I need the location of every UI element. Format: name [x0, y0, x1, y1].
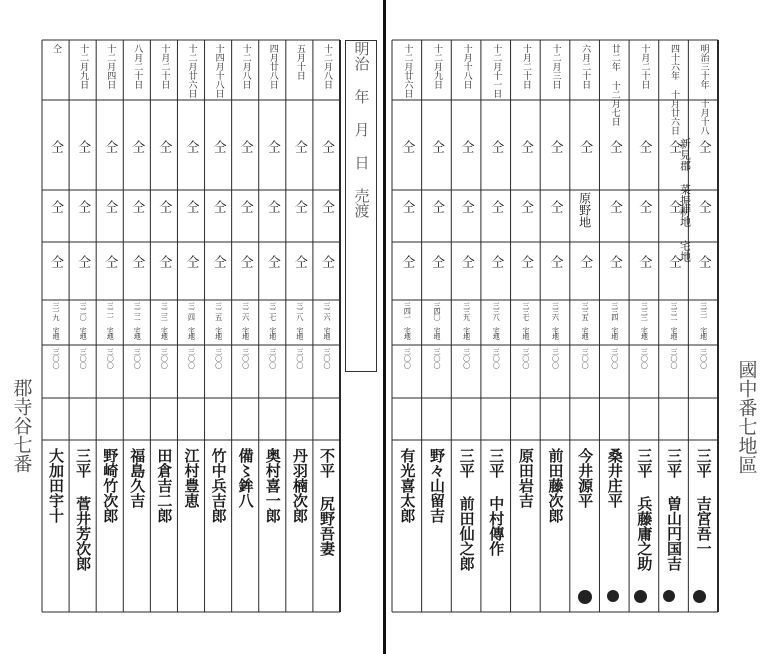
- left-mark-cell: 仝: [183, 200, 199, 213]
- right-area-cell: 三〇〇: [670, 348, 679, 369]
- right-land-cell: 三三八 宅地: [492, 302, 501, 339]
- left-mark-cell: 仝: [183, 255, 199, 268]
- left-date-cell: 十二月八日: [240, 44, 251, 89]
- left-mark-cell: 仝: [318, 200, 334, 213]
- left-mark-cell: 仝: [75, 255, 91, 268]
- right-mark-cell: 仝: [517, 200, 533, 213]
- right-owner-name: 三平 中村傳作: [487, 448, 506, 556]
- left-owner-name: 大加田宇十: [47, 448, 66, 523]
- left-owner-name: 備〻鉾八: [236, 448, 255, 508]
- left-mark-cell: 仝: [156, 255, 172, 268]
- right-mark-cell: 仝: [488, 140, 504, 153]
- left-mark-cell: 仝: [237, 140, 253, 153]
- left-mark-cell: 仝: [291, 200, 307, 213]
- left-mark-cell: 仝: [129, 255, 145, 268]
- left-owner-name: 三平 菅井芳次郎: [74, 448, 93, 571]
- left-area-cell: 三〇〇: [268, 348, 277, 369]
- right-mark-cell: 仝: [577, 255, 593, 268]
- left-land-cell: 三二八 宅地: [295, 302, 304, 339]
- right-mark-cell: 仝: [606, 140, 622, 153]
- right-land-cell: 三三二 宅地: [670, 302, 679, 339]
- right-date-cell: 十二月九日: [431, 44, 442, 89]
- right-land-cell: 三三六 宅地: [551, 302, 560, 339]
- right-land-cell: 三三三 宅地: [640, 302, 649, 339]
- left-annotation: 明治 年 月 日 売渡: [345, 40, 377, 372]
- right-mark-cell: 仝: [428, 255, 444, 268]
- right-mark-cell: 仝: [428, 140, 444, 153]
- right-owner-name: 桑井庄平: [605, 448, 624, 508]
- right-area-cell: 三〇〇: [492, 348, 501, 369]
- left-side-title: 郡寺谷七番: [10, 378, 33, 473]
- right-mark-cell: 仝: [517, 140, 533, 153]
- left-date-cell: 十二月四日: [105, 44, 116, 89]
- right-area-cell: 三〇〇: [521, 348, 530, 369]
- right-extra-cell: 原野地: [577, 192, 592, 228]
- right-mark-cell: 仝: [666, 255, 682, 268]
- left-mark-cell: 仝: [210, 255, 226, 268]
- right-mark-cell: 仝: [636, 200, 652, 213]
- left-date-cell: 十二月八日: [321, 44, 332, 89]
- left-mark-cell: 仝: [237, 200, 253, 213]
- left-mark-cell: 仝: [102, 200, 118, 213]
- left-mark-cell: 仝: [237, 255, 253, 268]
- right-mark-cell: 仝: [695, 200, 711, 213]
- left-owner-name: 丹羽楠次郎: [290, 448, 309, 523]
- left-area-cell: 三〇〇: [241, 348, 250, 369]
- left-area-cell: 三〇〇: [187, 348, 196, 369]
- right-mark-cell: 仝: [547, 140, 563, 153]
- seal-stamp: [663, 590, 675, 602]
- right-area-cell: 三〇〇: [462, 348, 471, 369]
- left-mark-cell: 仝: [48, 255, 64, 268]
- right-mark-cell: 仝: [399, 140, 415, 153]
- right-mark-cell: 仝: [666, 200, 682, 213]
- right-area-cell: 三〇〇: [551, 348, 560, 369]
- right-land-cell: 三三四 宅地: [610, 302, 619, 339]
- right-owner-name: 三平 吉宮吾一: [694, 448, 713, 556]
- right-land-cell: 三三五 宅地: [581, 302, 590, 339]
- seal-stamp: [578, 590, 592, 604]
- right-mark-cell: 仝: [695, 140, 711, 153]
- left-mark-cell: 仝: [75, 200, 91, 213]
- right-mark-cell: 仝: [458, 255, 474, 268]
- right-owner-name: 有光喜太郎: [398, 448, 417, 523]
- left-mark-cell: 仝: [48, 140, 64, 153]
- right-mark-cell: 仝: [458, 140, 474, 153]
- left-land-cell: 三二二 宅地: [133, 302, 142, 339]
- right-mark-cell: 仝: [399, 255, 415, 268]
- right-date-cell: 十二月十一日: [491, 44, 502, 98]
- left-mark-cell: 仝: [75, 140, 91, 153]
- left-mark-cell: 仝: [48, 200, 64, 213]
- right-mark-cell: 仝: [577, 140, 593, 153]
- left-area-cell: 三〇〇: [106, 348, 115, 369]
- right-owner-name: 今井源平: [576, 448, 595, 508]
- right-mark-cell: 仝: [606, 200, 622, 213]
- right-header-land-type: 耕地 宅地: [678, 205, 692, 262]
- right-side-title: 國中番七地區: [735, 360, 758, 474]
- left-mark-cell: 仝: [318, 140, 334, 153]
- left-area-cell: 三〇〇: [214, 348, 223, 369]
- right-owner-name: 前田藤次郎: [546, 448, 565, 523]
- right-date-cell: 十二月廿六日: [402, 44, 413, 98]
- left-land-cell: 三二三 宅地: [160, 302, 169, 339]
- left-mark-cell: 仝: [129, 140, 145, 153]
- left-mark-cell: 仝: [102, 140, 118, 153]
- left-owner-name: 野崎竹次郎: [101, 448, 120, 523]
- left-area-cell: 三〇〇: [52, 348, 61, 369]
- seal-stamp: [607, 590, 619, 602]
- left-land-cell: 三二六 宅地: [322, 302, 331, 339]
- left-mark-cell: 仝: [156, 140, 172, 153]
- left-mark-cell: 仝: [183, 140, 199, 153]
- book-spine: [383, 0, 386, 654]
- right-mark-cell: 仝: [636, 255, 652, 268]
- left-mark-cell: 仝: [291, 140, 307, 153]
- left-owner-name: 竹中兵吉郎: [209, 448, 228, 523]
- right-date-cell: 十月十八日: [461, 44, 472, 89]
- right-date-cell: 十二月三日: [550, 44, 561, 89]
- left-owner-name: 福島久吉: [128, 448, 147, 508]
- left-mark-cell: 仝: [318, 255, 334, 268]
- left-date-cell: 十月二十日: [159, 44, 170, 89]
- left-owner-name: 不平 尻野吾妻: [317, 448, 336, 556]
- right-mark-cell: 仝: [695, 255, 711, 268]
- right-owner-name: 三平 兵藤庸之助: [635, 448, 654, 571]
- left-mark-cell: 仝: [264, 140, 280, 153]
- right-date-cell: 廿二年 十二月七日: [609, 44, 620, 126]
- right-area-cell: 三〇〇: [403, 348, 412, 369]
- left-land-cell: 三二一 宅地: [106, 302, 115, 339]
- right-mark-cell: 仝: [428, 200, 444, 213]
- left-area-cell: 三〇〇: [295, 348, 304, 369]
- left-owner-name: 奥村喜一郎: [263, 448, 282, 523]
- right-mark-cell: 仝: [399, 200, 415, 213]
- right-mark-cell: 仝: [458, 200, 474, 213]
- seal-stamp: [693, 590, 706, 603]
- right-mark-cell: 仝: [606, 255, 622, 268]
- right-land-cell: 三三一 宅地: [699, 302, 708, 339]
- right-land-cell: 三四〇 宅地: [432, 302, 441, 339]
- right-date-cell: 六月二十日: [580, 44, 591, 89]
- right-date-cell: 四十六年 十月廿六日: [669, 44, 680, 135]
- left-area-cell: 三〇〇: [160, 348, 169, 369]
- left-date-cell: 十四月十八日: [213, 44, 224, 98]
- left-date-cell: 十二月廿六日: [186, 44, 197, 98]
- left-owner-name: 田倉吉二郎: [155, 448, 174, 523]
- right-mark-cell: 仝: [517, 255, 533, 268]
- right-mark-cell: 仝: [636, 140, 652, 153]
- left-mark-cell: 仝: [210, 140, 226, 153]
- right-owner-name: 三平 曽山円国吉: [665, 448, 684, 571]
- left-land-cell: 三二五 宅地: [214, 302, 223, 339]
- left-land-cell: 三二〇 宅地: [79, 302, 88, 339]
- left-date-cell: 八月二十日: [132, 44, 143, 89]
- left-mark-cell: 仝: [264, 200, 280, 213]
- left-area-cell: 三〇〇: [322, 348, 331, 369]
- left-date-cell: 十二月九日: [78, 44, 89, 89]
- left-mark-cell: 仝: [291, 255, 307, 268]
- seal-stamp: [634, 590, 647, 603]
- right-owner-name: 原田岩吉: [516, 448, 535, 508]
- left-date-cell: 五月十日: [294, 44, 305, 80]
- left-area-cell: 三〇〇: [79, 348, 88, 369]
- left-mark-cell: 仝: [210, 200, 226, 213]
- right-land-cell: 三四一 宅地: [403, 302, 412, 339]
- right-area-cell: 三〇〇: [640, 348, 649, 369]
- right-mark-cell: 仝: [666, 140, 682, 153]
- right-area-cell: 三〇〇: [699, 348, 708, 369]
- right-land-cell: 三三七 宅地: [521, 302, 530, 339]
- right-mark-cell: 仝: [488, 255, 504, 268]
- left-area-cell: 三〇〇: [133, 348, 142, 369]
- left-land-cell: 三一九 宅地: [52, 302, 61, 339]
- right-owner-name: 三平 前田仙之郎: [457, 448, 476, 571]
- right-date-cell: 十月二十日: [639, 44, 650, 89]
- right-mark-cell: 仝: [488, 200, 504, 213]
- right-mark-cell: 仝: [547, 255, 563, 268]
- right-area-cell: 三〇〇: [610, 348, 619, 369]
- right-owner-name: 野々山留吉: [427, 448, 446, 523]
- right-land-cell: 三三九 宅地: [462, 302, 471, 339]
- left-mark-cell: 仝: [264, 255, 280, 268]
- left-mark-cell: 仝: [102, 255, 118, 268]
- right-header-place: 新見郡 菜振村: [678, 138, 692, 217]
- left-land-cell: 三二四 宅地: [187, 302, 196, 339]
- left-date-cell: 仝: [51, 44, 62, 53]
- right-mark-cell: 仝: [547, 200, 563, 213]
- left-mark-cell: 仝: [129, 200, 145, 213]
- right-date-cell: 十月二十日: [520, 44, 531, 89]
- right-date-cell: 明治三十年 十月十八: [698, 44, 709, 135]
- left-land-cell: 三二六 宅地: [241, 302, 250, 339]
- right-area-cell: 三〇〇: [432, 348, 441, 369]
- right-area-cell: 三〇〇: [581, 348, 590, 369]
- left-mark-cell: 仝: [156, 200, 172, 213]
- left-land-cell: 三二七 宅地: [268, 302, 277, 339]
- left-owner-name: 江村豊恵: [182, 448, 201, 508]
- left-date-cell: 四月廿八日: [267, 44, 278, 89]
